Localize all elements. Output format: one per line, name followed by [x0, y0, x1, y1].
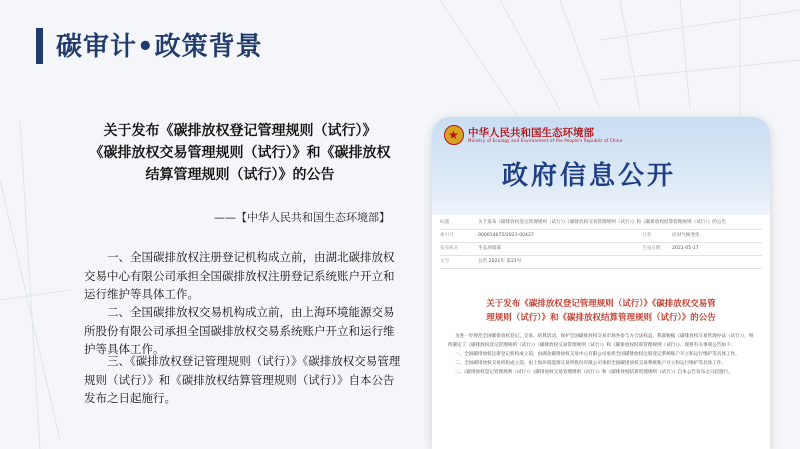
- meta-label: 发布机关: [440, 246, 459, 251]
- meta-label: 生成日期: [642, 246, 661, 251]
- document-title-line: 结算管理规则（试行）》的公告: [145, 167, 335, 183]
- banner-title: 政府信息公开: [502, 161, 677, 191]
- notice-paragraph: 三、《碳排放权登记管理规则（试行）》《碳排放权交易管理规则（试行）》和《碳排放权结算管理规则（试行）》自本公告发布之日起施行。: [454, 370, 733, 375]
- meta-row: [440, 256, 762, 269]
- ministry-name: 中华人民共和国生态环境部: [468, 127, 594, 139]
- paragraph-3: 三、《碳排放权登记管理规则（试行）》《碳排放权交易管理规则（试行）》和《碳排放权结算管理规则（试行）》自本公告发布之日起施行。: [84, 354, 401, 405]
- notice-body: [448, 332, 754, 377]
- page-title: 碳审计•政策背景: [56, 32, 263, 62]
- meta-label: 文号: [440, 259, 450, 264]
- notice-title-line: 理规则（试行）》和《碳排放权结算管理规则（试行）》的公告: [486, 313, 716, 323]
- meta-label: 分类: [642, 233, 652, 238]
- meta-table: [440, 217, 762, 269]
- meta-row: [440, 217, 762, 230]
- meta-value: 2021-05-17: [672, 246, 699, 251]
- meta-row: [440, 243, 762, 256]
- meta-row: [440, 230, 762, 243]
- notice-paragraph: 二、全国碳排放权交易机构成立前，由上海环境能源交易所股份有限公司承担全国碳排放权交易系统账户开立和运行维护等具体工作。: [454, 361, 726, 366]
- paragraph-2: 二、全国碳排放权交易机构成立前，由上海环境能源交易所股份有限公司承担全国碳排放权交易系统账户开立和运行维护等具体工作。: [84, 305, 395, 356]
- title-accent-bar: [36, 28, 43, 64]
- document-source: ——【中华人民共和国生态环境部】: [214, 211, 390, 224]
- document-title-line: 《碳排放权交易管理规则（试行）》和《碳排放权: [89, 145, 391, 161]
- meta-value: 公告 2021年 第21号: [478, 259, 522, 264]
- document-title: [66, 120, 414, 186]
- paragraph-1: 一、全国碳排放权注册登记机构成立前，由湖北碳排放权交易中心有限公司承担全国碳排放权注册登记系统账户开立和运行维护等具体工作。: [84, 250, 395, 301]
- meta-label: 索引号: [440, 233, 454, 238]
- website-screenshot-card: [432, 117, 770, 449]
- notice-title-line: 关于发布《碳排放权登记管理规则（试行）》《碳排放权交易管: [486, 299, 716, 309]
- meta-label: 标题: [440, 220, 450, 225]
- document-title-line: 关于发布《碳排放权登记管理规则（试行）》: [103, 123, 377, 139]
- notice-paragraph: 为进一步规范全国碳排放权登记、交易、结算活动，保护全国碳排放权交易市场各参与方合法权益，我部根据《碳排放权交易管理办法（试行）》，组织制定了《碳排放权登记管理规则（试行）》《碳排放权交易管理规则（试行）》和《碳排放权结算管理规则（试行）》，现将有关事项公告如下：: [448, 334, 754, 348]
- meta-value: 000014672/2021-00427: [478, 233, 534, 238]
- screenshot-header: [432, 117, 770, 215]
- notice-title: [444, 297, 758, 325]
- meta-value: 应对气候变化: [672, 233, 700, 238]
- ministry-name-en: Ministry of Ecology and Environment of the People's Republic of China: [468, 138, 623, 143]
- notice-paragraph: 一、全国碳排放权注册登记机构成立前，由湖北碳排放权交易中心有限公司承担全国碳排放权注册登记系统账户开立和运行维护等具体工作。: [454, 352, 740, 357]
- meta-value: 生态环境部: [478, 246, 501, 251]
- national-emblem-icon: ★: [444, 125, 464, 145]
- meta-value: 关于发布《碳排放权登记管理规则（试行）》《碳排放权交易管理规则（试行）》和《碳排放权结算管理规则（试行）》的公告: [478, 220, 727, 225]
